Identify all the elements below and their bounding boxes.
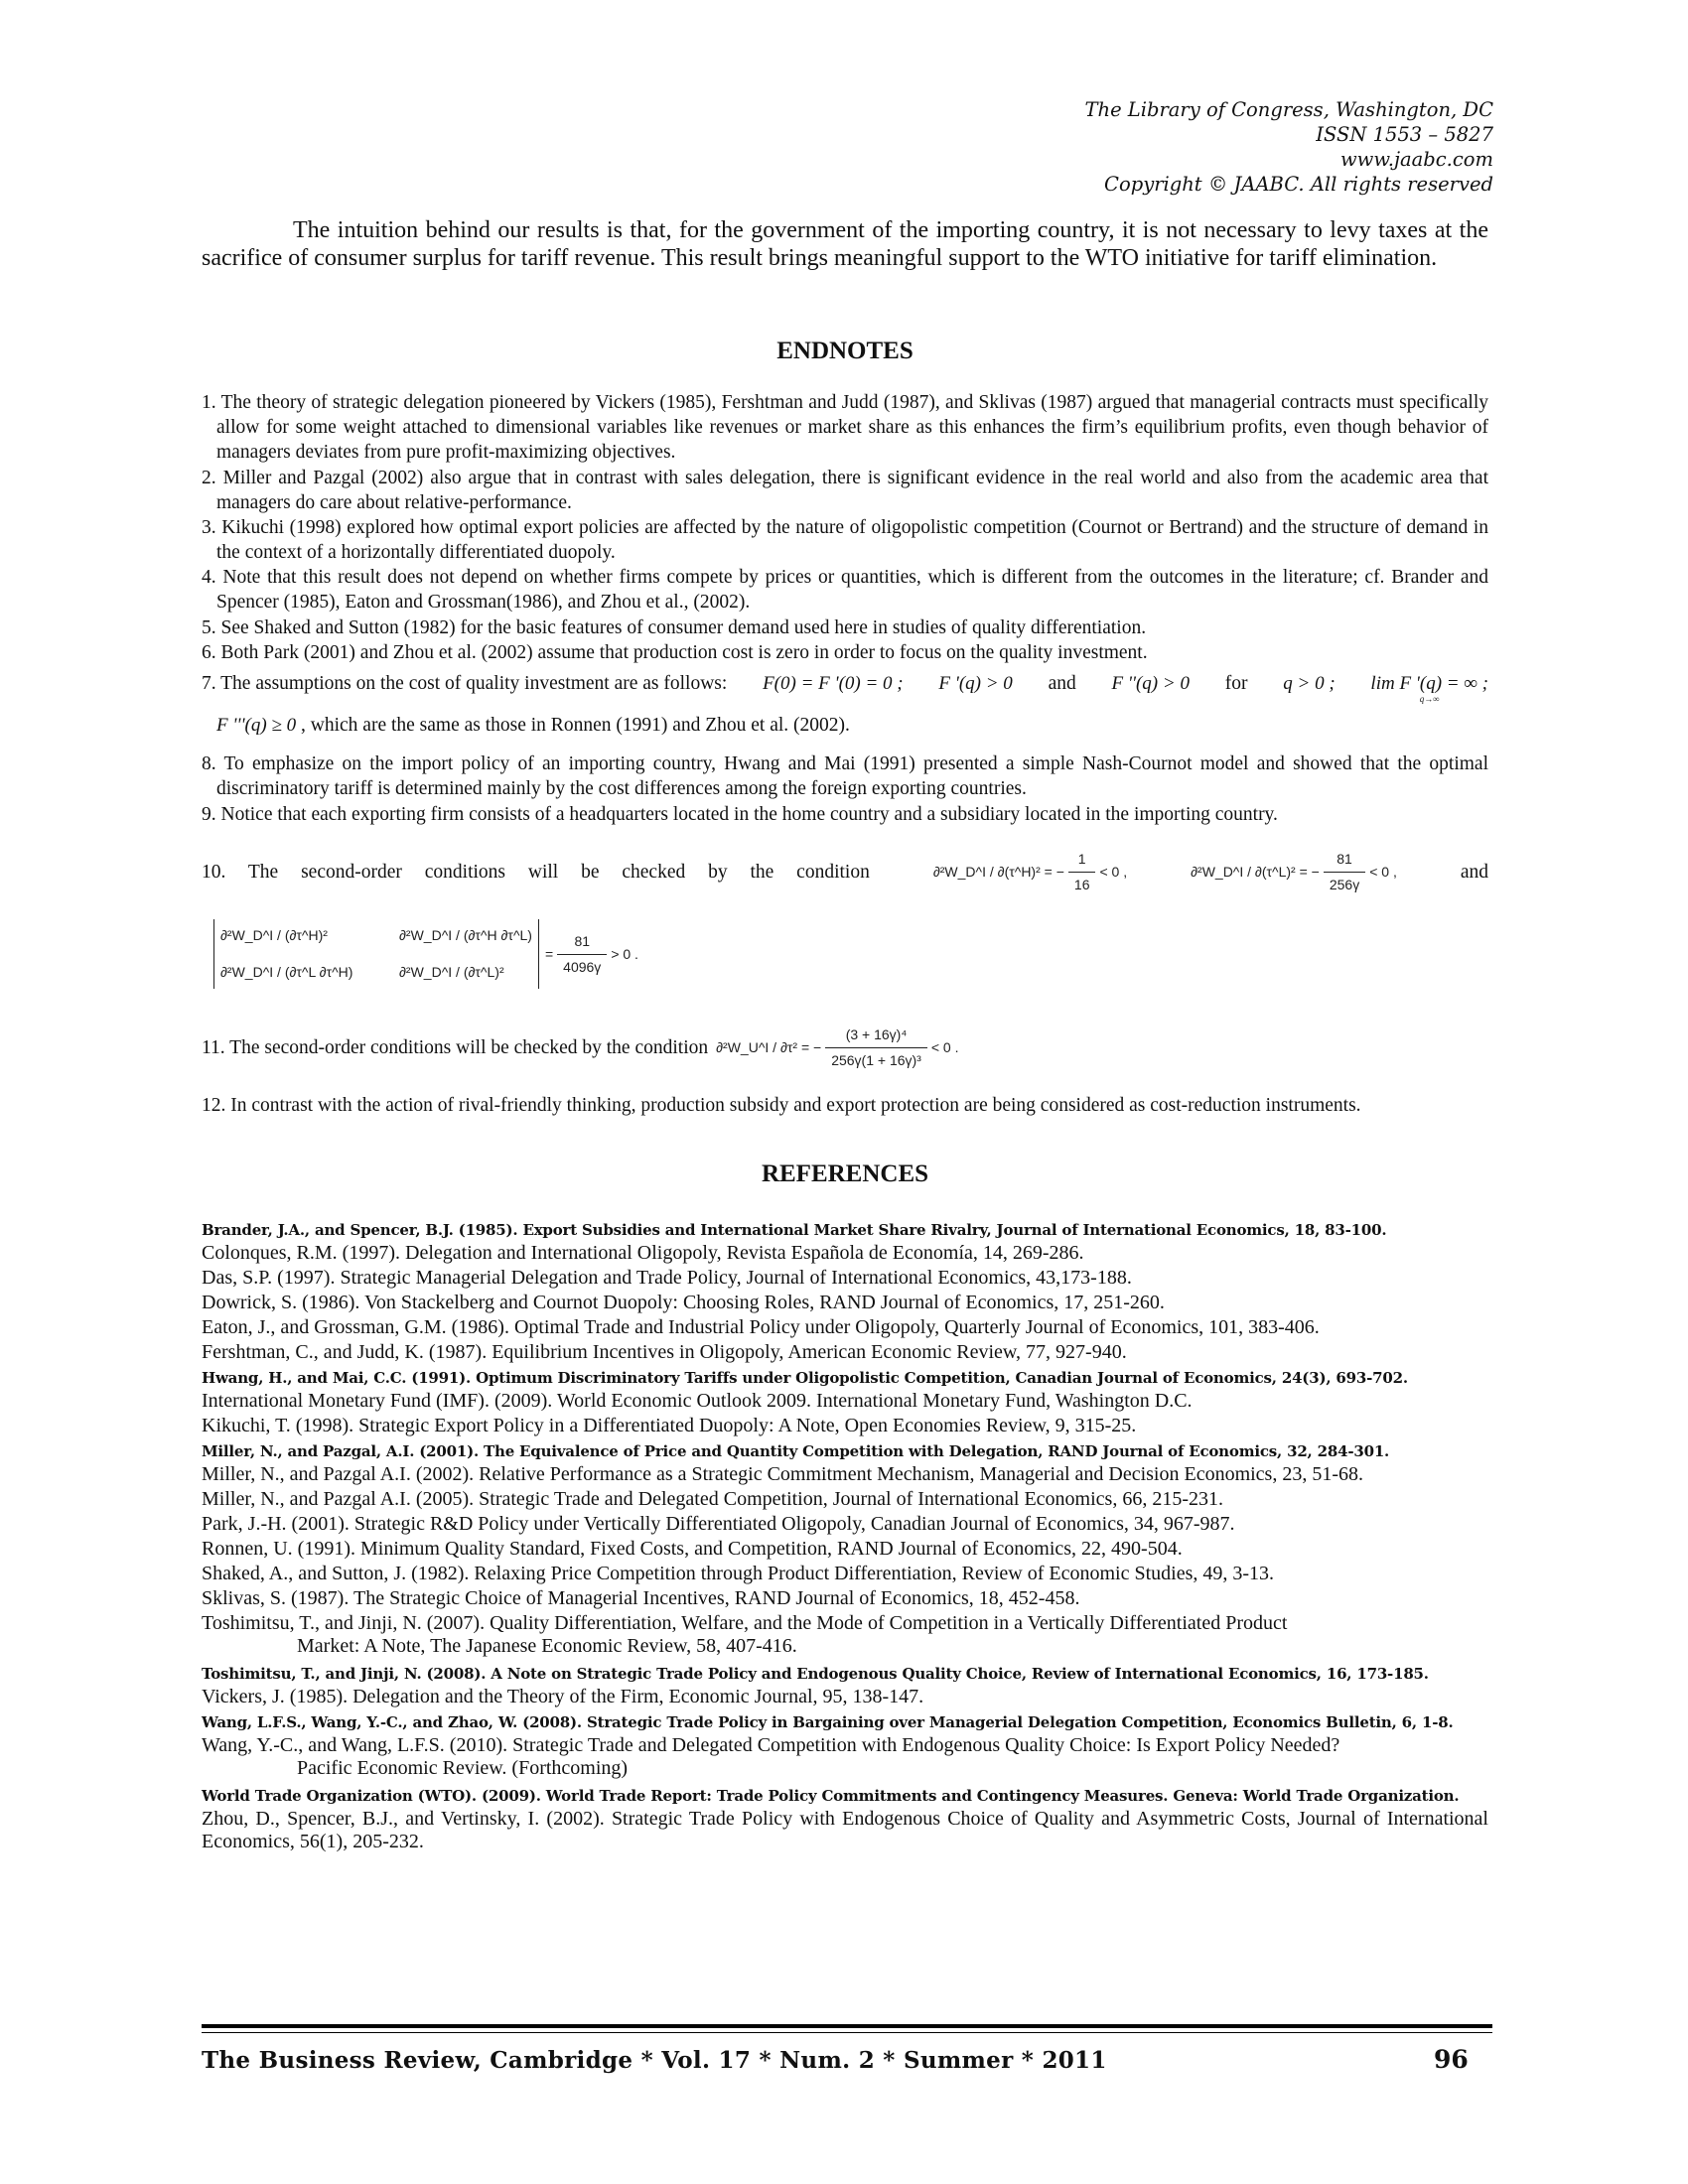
endnote-3: 3. Kikuchi (1998) explored how optimal export policies are affected by the nature of oligopolistic competition (Cournot or Bertrand) and the structure of demand in the context of a horizontally differentiated duopoly. <box>202 517 1488 563</box>
reference-item: Sklivas, S. (1987). The Strategic Choice of Managerial Incentives, RAND Journal of Economics, 18, 452-458. <box>202 1587 1080 1609</box>
footer-rule-thin <box>202 2032 1492 2033</box>
references-heading: REFERENCES <box>761 1160 929 1187</box>
reference-item: Colonques, R.M. (1997). Delegation and International Oligopoly, Revista Española de Economía, 14, 269-286. <box>202 1242 1084 1264</box>
reference-item: Wang, Y.-C., and Wang, L.F.S. (2010). Strategic Trade and Delegated Competition with Endogenous Quality Choice: Is Export Policy Needed? Pacific Economic Review. (Forthcoming) <box>202 1734 1340 1779</box>
endnote-2: 2. Miller and Pazgal (2002) also argue that in contrast with sales delegation, there is significant evidence in the real world and also from the academic area that managers do care about relative-performance. <box>202 468 1488 513</box>
intro-paragraph <box>202 216 1488 272</box>
equation-10a: ∂²W_D^I / ∂(τ^H)² = − $\frac{1}{16}$ < 0 , <box>933 847 1127 897</box>
equation-10b: ∂²W_D^I / ∂(τ^L)² = − $\frac{81}{256\gamma}$ < 0 , <box>1191 847 1397 897</box>
formula-f2: F ''(q) > 0 <box>1111 673 1190 694</box>
reference-item: Park, J.-H. (2001). Strategic R&D Policy under Vertically Differentiated Oligopoly, Canadian Journal of Economics, 34, 967-987. <box>202 1513 1235 1535</box>
equation-11: ∂²W_U^I / ∂τ² = − $\frac{\text{(3 + 16γ)⁴}}{\text{256γ(1 + 16γ)³}}$ < 0 . <box>716 1023 958 1073</box>
endnotes-heading: ENDNOTES <box>776 338 914 364</box>
header-line-3: www.jaabc.com <box>1339 148 1493 171</box>
reference-item: Miller, N., and Pazgal A.I. (2005). Strategic Trade and Delegated Competition, Journal of International Economics, 66, 215-231. <box>202 1488 1223 1510</box>
reference-item: Hwang, H., and Mai, C.C. (1991). Optimum Discriminatory Tariffs under Oligopolistic Competition, Canadian Journal of Economics, 24(3), 693-702. <box>202 1369 1408 1387</box>
reference-item: Toshimitsu, T., and Jinji, N. (2008). A Note on Strategic Trade Policy and Endogenous Quality Choice, Review of International Economics, 16, 173-185. <box>202 1665 1429 1683</box>
limit-subscript: q→∞ <box>1419 694 1440 704</box>
endnote-9: 9. Notice that each exporting firm consists of a headquarters located in the home country and a subsidiary located in the importing country. <box>202 804 1278 825</box>
footer-rule-thick <box>202 2024 1492 2028</box>
intro-text: The intuition behind our results is that, for the government of the importing country, it is not necessary to levy taxes at the sacrifice of consumer surplus for tariff revenue. This result brings meaningful support to the WTO initiative for tariff elimination. <box>202 217 1488 271</box>
reference-item: Kikuchi, T. (1998). Strategic Export Policy in a Differentiated Duopoly: A Note, Open Economies Review, 9, 315-25. <box>202 1415 1137 1436</box>
endnote-6: 6. Both Park (2001) and Zhou et al. (2002) assume that production cost is zero in order to focus on the quality investment. <box>202 642 1148 663</box>
reference-item: Fershtman, C., and Judd, K. (1987). Equilibrium Incentives in Oligopoly, American Economic Review, 77, 927-940. <box>202 1341 1127 1363</box>
formula-f3: F '''(q) ≥ 0 <box>216 715 297 736</box>
endnote-10: 10. The second-order conditions will be checked by the condition ∂²W_D^I / ∂(τ^H)² = − $\frac{1}{16}$ < 0 , ∂²W_D^I / ∂(τ^L)² = − $\frac{81}{256\gamma}$ < 0 , and ∂²W_D^I / (∂τ^H)² ∂²W_D^I / (∂τ^H ∂τ^L) ∂²W_D^I / (∂τ^L ∂τ^H) ∂²W_D^I / (∂τ^L)² = $\frac{81}{4096\gamma}$ > 0 . <box>202 847 1488 989</box>
header-line-2: ISSN 1553 – 5827 <box>1316 123 1493 146</box>
reference-item: Dowrick, S. (1986). Von Stackelberg and Cournot Duopoly: Choosing Roles, RAND Journal of Economics, 17, 251-260. <box>202 1292 1165 1313</box>
endnote-8: 8. To emphasize on the import policy of an importing country, Hwang and Mai (1991) presented a simple Nash-Cournot model and showed that the optimal discriminatory tariff is determined mainly by the cost differences among the foreign exporting countries. <box>202 753 1488 799</box>
reference-item: Das, S.P. (1997). Strategic Managerial Delegation and Trade Policy, Journal of International Economics, 43,173-188. <box>202 1267 1132 1289</box>
reference-item: Brander, J.A., and Spencer, B.J. (1985). Export Subsidies and International Market Share Rivalry, Journal of International Economics, 18, 83-100. <box>202 1221 1387 1239</box>
reference-item: Miller, N., and Pazgal A.I. (2002). Relative Performance as a Strategic Commitment Mechanism, Managerial and Decision Economics, 23, 51-68. <box>202 1463 1363 1485</box>
footer-journal: The Business Review, Cambridge * Vol. 17 * Num. 2 * Summer * 2011 <box>202 2047 1107 2074</box>
determinant-equation: ∂²W_D^I / (∂τ^H)² ∂²W_D^I / (∂τ^H ∂τ^L) ∂²W_D^I / (∂τ^L ∂τ^H) ∂²W_D^I / (∂τ^L)² = $\frac{81}{4096\gamma}$ > 0 . <box>202 919 1488 989</box>
endnote-5: 5. See Shaked and Sutton (1982) for the basic features of consumer demand used here in studies of quality differentiation. <box>202 617 1147 638</box>
running-header <box>1085 97 1494 197</box>
reference-item: Vickers, J. (1985). Delegation and the Theory of the Firm, Economic Journal, 95, 138-147. <box>202 1686 924 1707</box>
header-line-1: The Library of Congress, Washington, DC <box>1084 98 1493 121</box>
reference-item: World Trade Organization (WTO). (2009). World Trade Report: Trade Policy Commitments and Contingency Measures. Geneva: World Trade Organization. <box>202 1787 1460 1805</box>
reference-item: Eaton, J., and Grossman, G.M. (1986). Optimal Trade and Industrial Policy under Oligopoly, Quarterly Journal of Economics, 101, 383-406. <box>202 1316 1320 1338</box>
endnote-7: 7. The assumptions on the cost of quality investment are as follows: F(0) = F '(0) = 0 ; F '(q) > 0 and F ''(q) > 0 for q > 0 ; lim F '(q) = ∞ ; q→∞ F '''(q) ≥ 0 , which are the same as those in Ronnen (1991) and Zhou et al. (2002). <box>202 673 1488 736</box>
header-line-4: Copyright © JAABC. All rights reserved <box>1104 173 1493 196</box>
reference-item: Shaked, A., and Sutton, J. (1982). Relaxing Price Competition through Product Differentiation, Review of Economic Studies, 49, 3-13. <box>202 1563 1275 1584</box>
endnote-11: 11. The second-order conditions will be checked by the condition ∂²W_U^I / ∂τ² = − $\frac{\text{(3 + 16γ)⁴}}{\text{256γ(1 + 16γ)³}}$ < 0 . <box>202 1023 1488 1073</box>
reference-item: Zhou, D., Spencer, B.J., and Vertinsky, I. (2002). Strategic Trade Policy with Endogenous Choice of Quality and Asymmetric Costs, Journal of International Economics, 56(1), 205-232. <box>202 1808 1488 1852</box>
reference-item: Ronnen, U. (1991). Minimum Quality Standard, Fixed Costs, and Competition, RAND Journal of Economics, 22, 490-504. <box>202 1538 1183 1560</box>
hessian-determinant: ∂²W_D^I / (∂τ^H)² ∂²W_D^I / (∂τ^H ∂τ^L) ∂²W_D^I / (∂τ^L ∂τ^H) ∂²W_D^I / (∂τ^L)² <box>213 919 539 989</box>
reference-item: Miller, N., and Pazgal, A.I. (2001). The Equivalence of Price and Quantity Competition with Delegation, RAND Journal of Economics, 32, 284-301. <box>202 1442 1390 1460</box>
reference-item: International Monetary Fund (IMF). (2009). World Economic Outlook 2009. International Monetary Fund, Washington D.C. <box>202 1390 1193 1412</box>
reference-item: Toshimitsu, T., and Jinji, N. (2007). Quality Differentiation, Welfare, and the Mode of Competition in a Vertically Differentiated Product Market: A Note, The Japanese Economic Review, 58, 407-416. <box>202 1612 1288 1657</box>
endnote-12: 12. In contrast with the action of rival-friendly thinking, production subsidy and export protection are being considered as cost-reduction instruments. <box>202 1095 1361 1116</box>
formula-f0: F(0) = F '(0) = 0 ; <box>763 673 904 694</box>
page-number: 96 <box>1434 2045 1469 2074</box>
formula-f1: F '(q) > 0 <box>938 673 1013 694</box>
endnote-4: 4. Note that this result does not depend on whether firms compete by prices or quantities, which is different from the outcomes in the literature; cf. Brander and Spencer (1985), Eaton and Grossman(1986), and Zhou et al., (2002). <box>202 567 1488 613</box>
formula-limit: lim F '(q) = ∞ ; <box>1370 673 1488 694</box>
reference-item: Wang, L.F.S., Wang, Y.-C., and Zhao, W. (2008). Strategic Trade Policy in Bargaining over Managerial Delegation Competition, Economics Bulletin, 6, 1-8. <box>202 1713 1454 1731</box>
formula-q: q > 0 ; <box>1283 673 1336 694</box>
endnote-1: 1. The theory of strategic delegation pioneered by Vickers (1985), Fershtman and Judd (1987), and Sklivas (1987) argued that managerial contracts must specifically allow for some weight attached to dimensional variables like revenues or market share as this enhances the firm’s equilibrium profits, even though behavior of managers deviates from pure profit-maximizing objectives. <box>202 392 1488 463</box>
